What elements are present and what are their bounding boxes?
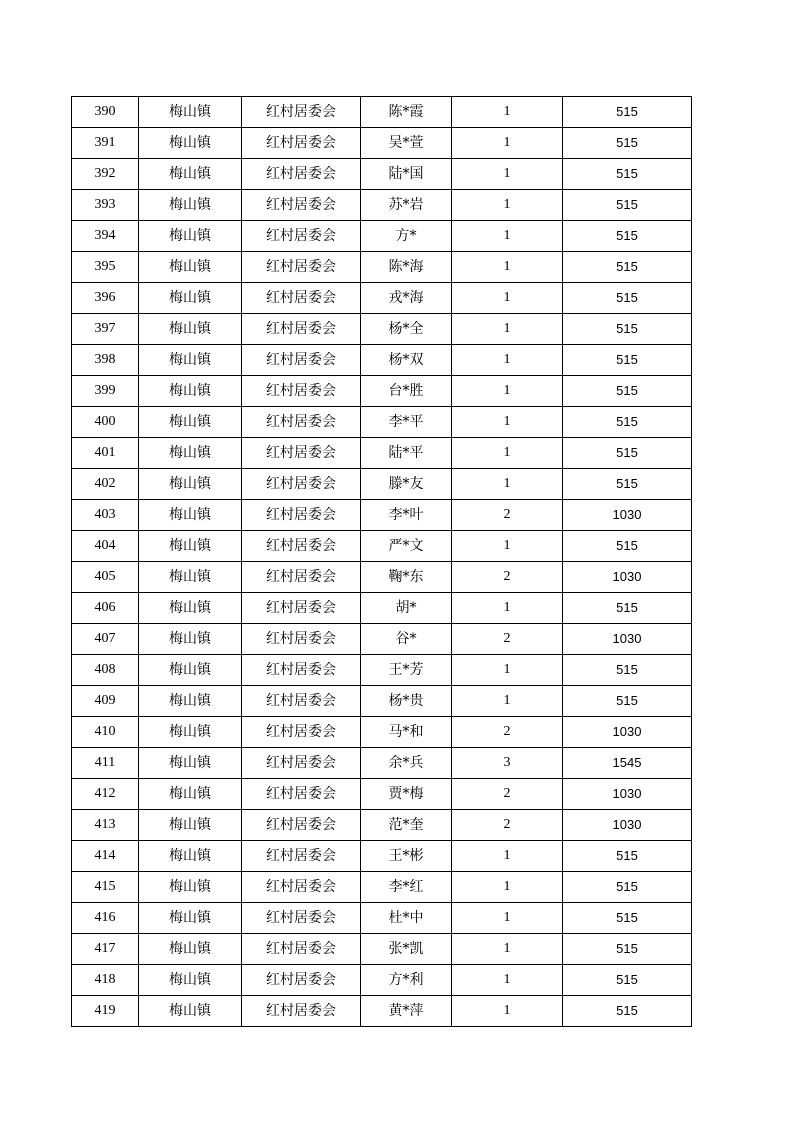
row-number-cell: 392 <box>72 159 139 190</box>
committee-cell: 红村居委会 <box>242 779 361 810</box>
committee-cell: 红村居委会 <box>242 748 361 779</box>
town-cell: 梅山镇 <box>139 872 242 903</box>
town-cell: 梅山镇 <box>139 314 242 345</box>
amount-cell: 515 <box>563 97 692 128</box>
town-cell: 梅山镇 <box>139 438 242 469</box>
committee-cell: 红村居委会 <box>242 128 361 159</box>
row-number-cell: 406 <box>72 593 139 624</box>
count-cell: 1 <box>452 872 563 903</box>
person-name-cell: 杨*全 <box>361 314 452 345</box>
amount-cell: 515 <box>563 190 692 221</box>
town-cell: 梅山镇 <box>139 407 242 438</box>
count-cell: 1 <box>452 593 563 624</box>
row-number-cell: 394 <box>72 221 139 252</box>
committee-cell: 红村居委会 <box>242 624 361 655</box>
committee-cell: 红村居委会 <box>242 376 361 407</box>
town-cell: 梅山镇 <box>139 748 242 779</box>
count-cell: 1 <box>452 934 563 965</box>
count-cell: 2 <box>452 562 563 593</box>
committee-cell: 红村居委会 <box>242 438 361 469</box>
amount-cell: 515 <box>563 376 692 407</box>
committee-cell: 红村居委会 <box>242 903 361 934</box>
committee-cell: 红村居委会 <box>242 872 361 903</box>
table-row <box>72 159 692 190</box>
person-name-cell: 苏*岩 <box>361 190 452 221</box>
person-name-cell: 杨*贵 <box>361 686 452 717</box>
town-cell: 梅山镇 <box>139 190 242 221</box>
amount-cell: 515 <box>563 345 692 376</box>
row-number-cell: 417 <box>72 934 139 965</box>
town-cell: 梅山镇 <box>139 686 242 717</box>
count-cell: 1 <box>452 996 563 1027</box>
amount-cell: 515 <box>563 252 692 283</box>
town-cell: 梅山镇 <box>139 934 242 965</box>
committee-cell: 红村居委会 <box>242 593 361 624</box>
town-cell: 梅山镇 <box>139 376 242 407</box>
row-number-cell: 391 <box>72 128 139 159</box>
town-cell: 梅山镇 <box>139 500 242 531</box>
amount-cell: 515 <box>563 531 692 562</box>
table-row <box>72 810 692 841</box>
amount-cell: 515 <box>563 996 692 1027</box>
committee-cell: 红村居委会 <box>242 531 361 562</box>
table-row <box>72 903 692 934</box>
person-name-cell: 台*胜 <box>361 376 452 407</box>
amount-cell: 515 <box>563 221 692 252</box>
town-cell: 梅山镇 <box>139 965 242 996</box>
person-name-cell: 滕*友 <box>361 469 452 500</box>
table-row <box>72 965 692 996</box>
row-number-cell: 409 <box>72 686 139 717</box>
person-name-cell: 李*叶 <box>361 500 452 531</box>
count-cell: 1 <box>452 97 563 128</box>
person-name-cell: 马*和 <box>361 717 452 748</box>
table-row <box>72 841 692 872</box>
amount-cell: 515 <box>563 128 692 159</box>
row-number-cell: 407 <box>72 624 139 655</box>
person-name-cell: 贾*梅 <box>361 779 452 810</box>
row-number-cell: 397 <box>72 314 139 345</box>
count-cell: 1 <box>452 841 563 872</box>
town-cell: 梅山镇 <box>139 841 242 872</box>
town-cell: 梅山镇 <box>139 283 242 314</box>
committee-cell: 红村居委会 <box>242 314 361 345</box>
amount-cell: 515 <box>563 283 692 314</box>
person-name-cell: 谷* <box>361 624 452 655</box>
person-name-cell: 杜*中 <box>361 903 452 934</box>
count-cell: 1 <box>452 903 563 934</box>
row-number-cell: 415 <box>72 872 139 903</box>
count-cell: 2 <box>452 500 563 531</box>
row-number-cell: 419 <box>72 996 139 1027</box>
amount-cell: 1030 <box>563 500 692 531</box>
committee-cell: 红村居委会 <box>242 252 361 283</box>
amount-cell: 1030 <box>563 562 692 593</box>
committee-cell: 红村居委会 <box>242 345 361 376</box>
person-name-cell: 方* <box>361 221 452 252</box>
table-row <box>72 593 692 624</box>
person-name-cell: 陈*霞 <box>361 97 452 128</box>
town-cell: 梅山镇 <box>139 562 242 593</box>
count-cell: 1 <box>452 128 563 159</box>
count-cell: 2 <box>452 779 563 810</box>
town-cell: 梅山镇 <box>139 624 242 655</box>
table-row <box>72 562 692 593</box>
committee-cell: 红村居委会 <box>242 934 361 965</box>
table-row <box>72 748 692 779</box>
table-row <box>72 624 692 655</box>
amount-cell: 515 <box>563 934 692 965</box>
table-row <box>72 531 692 562</box>
row-number-cell: 404 <box>72 531 139 562</box>
person-name-cell: 陈*海 <box>361 252 452 283</box>
row-number-cell: 410 <box>72 717 139 748</box>
row-number-cell: 414 <box>72 841 139 872</box>
committee-cell: 红村居委会 <box>242 407 361 438</box>
table-row <box>72 438 692 469</box>
count-cell: 1 <box>452 965 563 996</box>
table-row <box>72 717 692 748</box>
table-body <box>72 97 692 1027</box>
person-name-cell: 王*彬 <box>361 841 452 872</box>
table-row <box>72 655 692 686</box>
amount-cell: 515 <box>563 655 692 686</box>
committee-cell: 红村居委会 <box>242 996 361 1027</box>
count-cell: 1 <box>452 190 563 221</box>
town-cell: 梅山镇 <box>139 128 242 159</box>
committee-cell: 红村居委会 <box>242 655 361 686</box>
count-cell: 1 <box>452 438 563 469</box>
amount-cell: 515 <box>563 872 692 903</box>
town-cell: 梅山镇 <box>139 996 242 1027</box>
count-cell: 1 <box>452 407 563 438</box>
person-name-cell: 陆*平 <box>361 438 452 469</box>
amount-cell: 515 <box>563 159 692 190</box>
row-number-cell: 402 <box>72 469 139 500</box>
table-row <box>72 97 692 128</box>
person-name-cell: 李*红 <box>361 872 452 903</box>
town-cell: 梅山镇 <box>139 345 242 376</box>
table-row <box>72 221 692 252</box>
count-cell: 1 <box>452 345 563 376</box>
table-row <box>72 314 692 345</box>
committee-cell: 红村居委会 <box>242 221 361 252</box>
row-number-cell: 398 <box>72 345 139 376</box>
person-name-cell: 黄*萍 <box>361 996 452 1027</box>
table-row <box>72 376 692 407</box>
committee-cell: 红村居委会 <box>242 717 361 748</box>
committee-cell: 红村居委会 <box>242 686 361 717</box>
table-row <box>72 407 692 438</box>
table-row <box>72 283 692 314</box>
person-name-cell: 余*兵 <box>361 748 452 779</box>
committee-cell: 红村居委会 <box>242 562 361 593</box>
town-cell: 梅山镇 <box>139 655 242 686</box>
count-cell: 1 <box>452 252 563 283</box>
town-cell: 梅山镇 <box>139 810 242 841</box>
town-cell: 梅山镇 <box>139 252 242 283</box>
town-cell: 梅山镇 <box>139 531 242 562</box>
count-cell: 2 <box>452 717 563 748</box>
committee-cell: 红村居委会 <box>242 965 361 996</box>
row-number-cell: 413 <box>72 810 139 841</box>
table-row <box>72 345 692 376</box>
committee-cell: 红村居委会 <box>242 810 361 841</box>
row-number-cell: 393 <box>72 190 139 221</box>
row-number-cell: 405 <box>72 562 139 593</box>
row-number-cell: 408 <box>72 655 139 686</box>
count-cell: 1 <box>452 376 563 407</box>
amount-cell: 515 <box>563 407 692 438</box>
amount-cell: 1545 <box>563 748 692 779</box>
person-name-cell: 吴*萱 <box>361 128 452 159</box>
count-cell: 1 <box>452 686 563 717</box>
table-row <box>72 469 692 500</box>
amount-cell: 515 <box>563 438 692 469</box>
amount-cell: 515 <box>563 314 692 345</box>
row-number-cell: 403 <box>72 500 139 531</box>
row-number-cell: 412 <box>72 779 139 810</box>
row-number-cell: 418 <box>72 965 139 996</box>
row-number-cell: 401 <box>72 438 139 469</box>
committee-cell: 红村居委会 <box>242 500 361 531</box>
count-cell: 1 <box>452 159 563 190</box>
town-cell: 梅山镇 <box>139 159 242 190</box>
person-name-cell: 严*文 <box>361 531 452 562</box>
person-name-cell: 张*凯 <box>361 934 452 965</box>
person-name-cell: 范*奎 <box>361 810 452 841</box>
table-row <box>72 128 692 159</box>
row-number-cell: 396 <box>72 283 139 314</box>
row-number-cell: 416 <box>72 903 139 934</box>
person-name-cell: 杨*双 <box>361 345 452 376</box>
count-cell: 1 <box>452 469 563 500</box>
count-cell: 1 <box>452 655 563 686</box>
count-cell: 3 <box>452 748 563 779</box>
person-name-cell: 李*平 <box>361 407 452 438</box>
town-cell: 梅山镇 <box>139 903 242 934</box>
committee-cell: 红村居委会 <box>242 97 361 128</box>
committee-cell: 红村居委会 <box>242 841 361 872</box>
town-cell: 梅山镇 <box>139 779 242 810</box>
table-row <box>72 252 692 283</box>
data-table <box>71 96 692 1027</box>
count-cell: 1 <box>452 283 563 314</box>
person-name-cell: 王*芳 <box>361 655 452 686</box>
row-number-cell: 390 <box>72 97 139 128</box>
table-row <box>72 190 692 221</box>
person-name-cell: 陆*国 <box>361 159 452 190</box>
town-cell: 梅山镇 <box>139 469 242 500</box>
amount-cell: 1030 <box>563 779 692 810</box>
amount-cell: 1030 <box>563 624 692 655</box>
count-cell: 2 <box>452 624 563 655</box>
count-cell: 2 <box>452 810 563 841</box>
table-row <box>72 686 692 717</box>
committee-cell: 红村居委会 <box>242 190 361 221</box>
amount-cell: 515 <box>563 686 692 717</box>
table-row <box>72 934 692 965</box>
amount-cell: 1030 <box>563 717 692 748</box>
person-name-cell: 鞠*东 <box>361 562 452 593</box>
count-cell: 1 <box>452 221 563 252</box>
count-cell: 1 <box>452 314 563 345</box>
amount-cell: 1030 <box>563 810 692 841</box>
town-cell: 梅山镇 <box>139 717 242 748</box>
committee-cell: 红村居委会 <box>242 159 361 190</box>
amount-cell: 515 <box>563 841 692 872</box>
person-name-cell: 戎*海 <box>361 283 452 314</box>
count-cell: 1 <box>452 531 563 562</box>
table-row <box>72 500 692 531</box>
row-number-cell: 395 <box>72 252 139 283</box>
row-number-cell: 400 <box>72 407 139 438</box>
table-row <box>72 996 692 1027</box>
row-number-cell: 399 <box>72 376 139 407</box>
amount-cell: 515 <box>563 965 692 996</box>
row-number-cell: 411 <box>72 748 139 779</box>
amount-cell: 515 <box>563 593 692 624</box>
town-cell: 梅山镇 <box>139 221 242 252</box>
committee-cell: 红村居委会 <box>242 283 361 314</box>
person-name-cell: 方*利 <box>361 965 452 996</box>
committee-cell: 红村居委会 <box>242 469 361 500</box>
town-cell: 梅山镇 <box>139 97 242 128</box>
person-name-cell: 胡* <box>361 593 452 624</box>
table-row <box>72 779 692 810</box>
table-row <box>72 872 692 903</box>
amount-cell: 515 <box>563 469 692 500</box>
town-cell: 梅山镇 <box>139 593 242 624</box>
amount-cell: 515 <box>563 903 692 934</box>
